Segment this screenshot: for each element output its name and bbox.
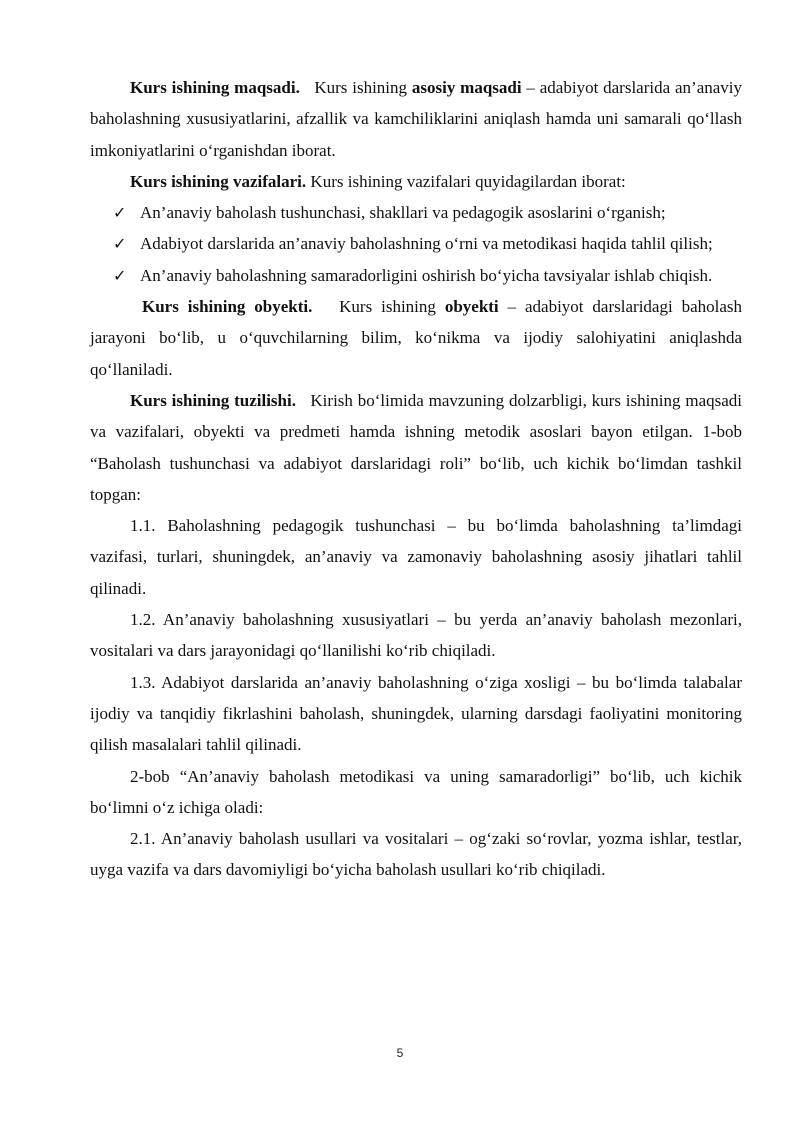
- maqsad-post: – adabiyot darslarida an’anaviy baholashning xususiyatlarini, afzallik va kamchiliklarini aniqlash hamda uni samarali qo‘llash imkoniyatlarini o‘rganishdan iborat.: [90, 78, 743, 160]
- heading-vazifalar: Kurs ishining vazifalari.: [130, 171, 307, 191]
- paragraph-obyekt: [90, 291, 742, 385]
- paragraph-tuzilish: [90, 385, 742, 510]
- chapter-2-intro: 2-bob “An’anaviy baholash metodikasi va uning samaradorligi” bo‘lib, uch kichik bo‘limni o‘z ichiga oladi:: [90, 766, 742, 817]
- check-icon: ✓: [113, 203, 127, 223]
- vazifalar-text: Kurs ishining vazifalari quyidagilardan iborat:: [310, 171, 626, 191]
- heading-obyekt: Kurs ishining obyekti.: [142, 297, 313, 317]
- obyekt-pre: Kurs ishining: [339, 297, 436, 317]
- list-item: [90, 228, 742, 259]
- maqsad-bold: asosiy maqsadi: [411, 78, 522, 97]
- section-1-1: 1.1. Baholashning pedagogik tushunchasi – bu bo‘limda baholashning ta’limdagi vazifasi, turlari, shuningdek, an’anaviy va zamonaviy baholashning asosiy jihatlari tahlil qilinadi.: [90, 516, 742, 598]
- section-1-3: 1.3. Adabiyot darslarida an’anaviy baholashning o‘ziga xosligi – bu bo‘limda talabalar ijodiy va tanqidiy fikrlashini baholash, shuningdek, ularning darsdagi faoliyatini monitoring qilish masalalari tahlil qilinadi.: [90, 672, 742, 755]
- check-icon: ✓: [113, 234, 127, 254]
- tuzilish-text: Kirish bo‘limida mavzuning dolzarbligi, kurs ishining maqsadi va vazifalari, obyekti va predmeti hamda ishning metodik asoslari bayon etilgan. 1-bob “Baholash tushunchasi va adabiyot darslaridagi roli” bo‘lib, uch kichik bo‘limdan tashkil topgan:: [90, 390, 742, 504]
- heading-maqsad: Kurs ishining maqsadi.: [130, 78, 300, 97]
- list-item: [90, 197, 742, 228]
- obyekt-bold: obyekti: [444, 297, 499, 317]
- list-item: [90, 260, 742, 291]
- section-2-1: 2.1. An’anaviy baholash usullari va vositalari – og‘zaki so‘rovlar, yozma ishlar, testlar, uyga vazifa va dars davomiyligi bo‘yicha baholash usullari ko‘rib chiqiladi.: [90, 829, 742, 880]
- list-item-text: Adabiyot darslarida an’anaviy baholashning o‘rni va metodikasi haqida tahlil qilish;: [140, 234, 713, 254]
- paragraph-vazifalar: [90, 166, 742, 197]
- paragraph-maqsad: [90, 72, 742, 166]
- page-body: [90, 72, 742, 886]
- section-1-2: 1.2. An’anaviy baholashning xususiyatlari – bu yerda an’anaviy baholash mezonlari, vositalari va dars jarayonidagi qo‘llanilishi ko‘rib chiqiladi.: [90, 610, 742, 661]
- page-number: 5: [396, 1046, 404, 1060]
- task-list: [90, 197, 742, 291]
- list-item-text: An’anaviy baholashning samaradorligini oshirish bo‘yicha tavsiyalar ishlab chiqish.: [140, 265, 713, 285]
- obyekt-post: – adabiyot darslaridagi baholash jarayoni bo‘lib, u o‘quvchilarning bilim, ko‘nikma va ijodiy salohiyatini aniqlashda qo‘llaniladi.: [90, 297, 743, 379]
- list-item-text: An’anaviy baholash tushunchasi, shakllari va pedagogik asoslarini o‘rganish;: [140, 203, 666, 223]
- heading-tuzilish: Kurs ishining tuzilishi.: [130, 390, 296, 410]
- maqsad-pre: Kurs ishining: [314, 78, 408, 97]
- check-icon: ✓: [113, 265, 127, 285]
